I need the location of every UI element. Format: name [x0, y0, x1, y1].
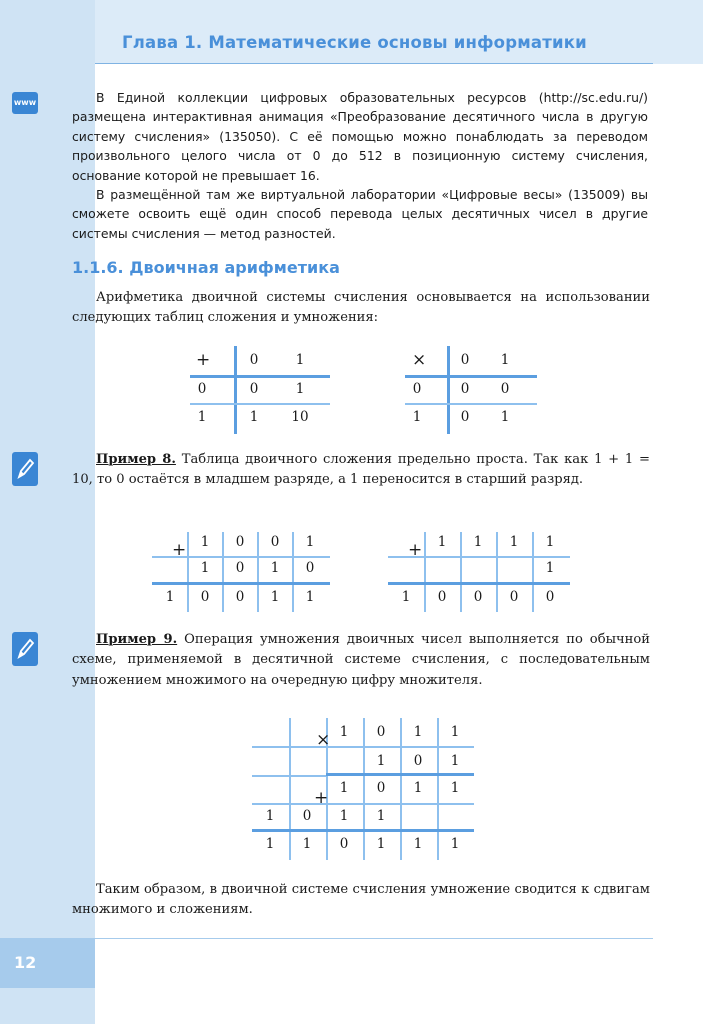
grid-line — [496, 532, 498, 612]
example-8-label: Пример 8. — [96, 452, 176, 467]
addition-example-1 — [152, 532, 330, 612]
grid-line — [252, 775, 326, 777]
conclusion-paragraph: Таким образом, в двоичной системе счисления умножение сводится к сдвигам множимого и сложениям. — [72, 882, 650, 918]
result-digit: 0 — [545, 589, 555, 605]
header-divider — [95, 63, 653, 64]
digit: 1 — [545, 534, 555, 550]
digit: 1 — [473, 534, 483, 550]
table-cell: 1 — [249, 409, 259, 425]
digit: 1 — [339, 780, 349, 796]
table-row-header: 0 — [412, 381, 422, 397]
table-vertical-line — [447, 346, 450, 434]
intro-paragraph-1: В Единой коллекции цифровых образовательных ресурсов (http://sc.edu.ru/) размещена интерактивная анимация «Преобразование десятичного числа в другую систему счисления» (135050). С её помощью можно понаблюдать за переводом произвольного целого числа от 0 до 512 в позиционную систему счисления, основание которой не превышает 16. — [72, 90, 648, 183]
digit: 0 — [270, 534, 280, 550]
digit: 0 — [376, 724, 386, 740]
result-digit: 1 — [165, 589, 175, 605]
grid-line — [289, 718, 291, 860]
grid-line — [187, 532, 189, 612]
plus-icon: + — [196, 350, 211, 370]
example-9-paragraph — [72, 630, 650, 691]
digit: 1 — [450, 780, 460, 796]
plus-icon: + — [408, 540, 423, 560]
table-cell: 0 — [249, 381, 259, 397]
digit: 1 — [305, 534, 315, 550]
digit: 1 — [339, 724, 349, 740]
digit: 1 — [450, 753, 460, 769]
section-heading: 1.1.6. Двоичная арифметика — [72, 258, 340, 277]
table-horizontal-line — [190, 375, 330, 378]
footer-divider — [95, 938, 653, 939]
pencil-icon — [12, 632, 38, 666]
pencil-icon — [12, 452, 38, 486]
table-row-header: 0 — [197, 381, 207, 397]
result-digit: 0 — [509, 589, 519, 605]
digit: 1 — [450, 724, 460, 740]
table-horizontal-line — [405, 403, 537, 405]
example-9-label: Пример 9. — [96, 632, 178, 647]
digit: 1 — [509, 534, 519, 550]
result-digit: 1 — [450, 836, 460, 852]
page-number: 12 — [14, 953, 37, 972]
table-row-header: 1 — [197, 409, 207, 425]
grid-line — [363, 718, 365, 860]
multiplication-example — [252, 718, 474, 860]
result-digit: 1 — [401, 589, 411, 605]
digit: 1 — [413, 780, 423, 796]
table-header-cell: 0 — [460, 352, 470, 368]
result-digit: 0 — [235, 589, 245, 605]
intro-paragraph-2: В размещённой там же виртуальной лаборатории «Цифровые весы» (135009) вы сможете освоить ещё один способ перевода целых десятичных чисел в другие системы счисления — метод разностей. — [72, 187, 648, 241]
header-band — [95, 0, 703, 64]
result-digit: 0 — [473, 589, 483, 605]
addition-table — [190, 346, 330, 434]
table-cell: 0 — [460, 381, 470, 397]
grid-line — [437, 718, 439, 860]
digit: 1 — [339, 808, 349, 824]
grid-line — [257, 532, 259, 612]
digit: 1 — [413, 724, 423, 740]
digit: 1 — [545, 560, 555, 576]
digit: 1 — [200, 534, 210, 550]
result-digit: 1 — [376, 836, 386, 852]
digit: 0 — [413, 753, 423, 769]
grid-line — [424, 532, 426, 612]
digit: 0 — [305, 560, 315, 576]
table-row-header: 1 — [412, 409, 422, 425]
example-8-paragraph — [72, 450, 650, 491]
result-digit: 1 — [302, 836, 312, 852]
result-digit: 1 — [270, 589, 280, 605]
digit: 0 — [235, 560, 245, 576]
table-vertical-line — [234, 346, 237, 434]
result-digit: 0 — [339, 836, 349, 852]
table-cell: 1 — [295, 381, 305, 397]
example-8-text: Таблица двоичного сложения предельно проста. Так как 1 + 1 = 10, то 0 остаётся в младшем разряде, а 1 переносится в старший разряд. — [72, 452, 650, 488]
grid-line — [532, 532, 534, 612]
result-digit: 1 — [305, 589, 315, 605]
digit: 0 — [235, 534, 245, 550]
digit: 1 — [200, 560, 210, 576]
times-icon: × — [316, 730, 331, 750]
grid-line — [292, 532, 294, 612]
result-line — [152, 582, 330, 585]
digit: 0 — [302, 808, 312, 824]
result-digit: 1 — [413, 836, 423, 852]
grid-line — [400, 718, 402, 860]
digit: 0 — [376, 780, 386, 796]
chapter-title: Глава 1. Математические основы информатики — [122, 33, 587, 52]
section-lead-paragraph: Арифметика двоичной системы счисления основывается на использовании следующих таблиц сложения и умножения: — [72, 290, 650, 326]
result-digit: 0 — [200, 589, 210, 605]
table-header-cell: 1 — [500, 352, 510, 368]
result-digit: 1 — [265, 836, 275, 852]
table-horizontal-line — [405, 375, 537, 378]
grid-line — [460, 532, 462, 612]
table-cell: 10 — [291, 409, 309, 425]
digit: 1 — [376, 753, 386, 769]
times-icon: × — [412, 350, 427, 370]
result-digit: 0 — [437, 589, 447, 605]
example-9-text: Операция умножения двоичных чисел выполняется по обычной схеме, применяемой в десятичной системе счисления, с последовательным умножением множимого на очередную цифру множителя. — [72, 632, 650, 688]
table-header-cell: 1 — [295, 352, 305, 368]
digit: 1 — [376, 808, 386, 824]
www-icon: www — [12, 92, 38, 114]
result-line — [252, 829, 474, 832]
table-cell: 0 — [500, 381, 510, 397]
digit: 1 — [270, 560, 280, 576]
table-cell: 0 — [460, 409, 470, 425]
result-line — [388, 582, 570, 585]
digit: 1 — [265, 808, 275, 824]
partial-line — [326, 773, 474, 776]
grid-line — [252, 746, 474, 748]
multiplication-table — [405, 346, 537, 434]
grid-line — [222, 532, 224, 612]
addition-example-2 — [388, 532, 570, 612]
plus-icon: + — [314, 788, 329, 808]
digit: 1 — [437, 534, 447, 550]
table-cell: 1 — [500, 409, 510, 425]
plus-icon: + — [172, 540, 187, 560]
table-header-cell: 0 — [249, 352, 259, 368]
table-horizontal-line — [190, 403, 330, 405]
grid-line — [252, 803, 474, 805]
